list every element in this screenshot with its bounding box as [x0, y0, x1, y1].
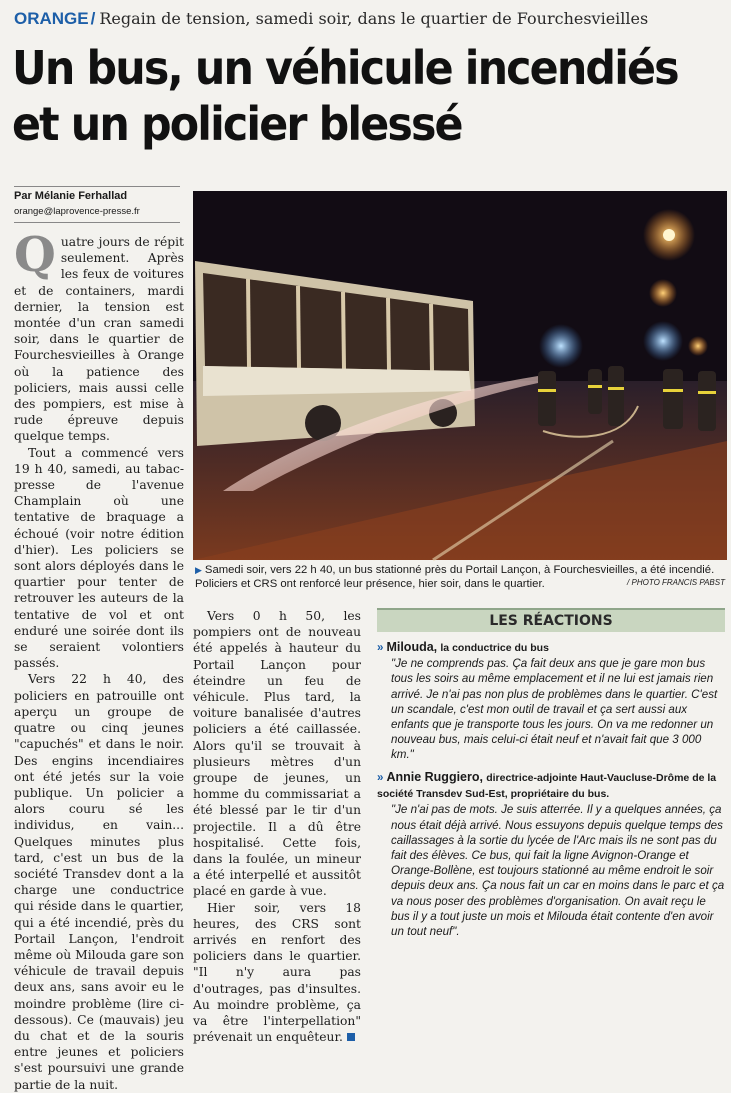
- article-paragraph-2: Tout a commencé vers 19 h 40, samedi, au tabac-presse de l'avenue Champlain où une tentative de braquage a échoué (voir notre édition d'hier). Les policiers se sont alors déployés dans le quartier pour tenter de retrouver les auteurs de la tentative de vol et ont enduré une soirée dont ils se seraient volontiers passés.: [14, 445, 184, 671]
- byline-author: Par Mélanie Ferhallad: [14, 190, 128, 202]
- photo-illustration: [193, 191, 727, 560]
- end-of-article-square-icon: [347, 1033, 355, 1041]
- kicker-tag: ORANGE: [14, 9, 89, 28]
- headline-line-2: et un policier blessé: [12, 97, 462, 151]
- kicker: [14, 8, 724, 30]
- reaction-quote: "Je n'ai pas de mots. Je suis atterrée. Il y a quelques années, ça nous était déjà arrivé. Nous essuyons depuis quelque temps des caillassages à la sortie du lycée de l'Arc mais ils ne sont pas du fait des élèves. Ce bus, qui fait la ligne Avignon-Orange et Orange-Bollène, est toujours stationné au même endroit le soir depuis deux ans. Ça nous fait un car en moins dans le parc et ça va nous poser des problèmes d'organisation. On avait reçu le bus il y a tout juste un mois et Milouda était contente d'en avoir un tout neuf".: [391, 803, 725, 939]
- article-column-1: [14, 227, 184, 1092]
- reaction-item-milouda: [377, 640, 727, 763]
- reaction-item-annie-ruggiero: [377, 770, 727, 939]
- byline-email: orange@laprovence-presse.fr: [14, 206, 140, 217]
- double-chevron-icon: »: [377, 641, 384, 654]
- reaction-name: Annie Ruggiero,: [386, 770, 483, 784]
- headline: [12, 40, 677, 152]
- byline-rule-top: [14, 186, 180, 187]
- kicker-text: Regain de tension, samedi soir, dans le quartier de Fourchesvieilles: [99, 9, 649, 28]
- reaction-role: directrice-adjointe Haut-Vaucluse-Drôme de la société Transdev Sud-Est, propriétaire du bus.: [377, 772, 717, 801]
- drop-cap: Q: [14, 227, 56, 283]
- article-column-2: [193, 608, 361, 1045]
- article-paragraph-1: Quatre jours de répit seulement. Après les feux de voitures et de containers, mardi dernier, la tension est montée d'un cran samedi soir, dans le quartier de Fourchesvieilles à Orange où la patience des policiers, mais aussi celle des pompiers, est mise à rude épreuve depuis quelque temps.: [14, 227, 184, 444]
- reaction-role: la conductrice du bus: [440, 642, 549, 654]
- article-paragraph-4: Vers 0 h 50, les pompiers ont de nouveau été appelés à hauteur du Portail Lançon pour éteindre un feu de véhicule. Plus tard, la voiture banalisée d'autres policiers a été caillassée. Alors qu'il se trouvait à plusieurs mètres d'un groupe de jeunes, un homme du commissariat a été blessé par le tir d'un projectile. Il a dû être hospitalisé. Cette fois, dans la foulée, un mineur a été interpellé et aussitôt placé en garde à vue.: [193, 609, 361, 899]
- headline-line-1: Un bus, un véhicule incendiés: [12, 41, 678, 95]
- photo-credit: / PHOTO FRANCIS PABST: [623, 578, 725, 587]
- reaction-quote: "Je ne comprends pas. Ça fait deux ans que je gare mon bus tous les soirs au même emplacement et il ne lui est jamais rien arrivé. Je n'ai pas non plus de problèmes dans le quartier. C'est un scandale, c'est mon outil de travail et ça sert aussi aux enfants que je transporte tous les jours. On va me redonner un nouveau bus, mais celui-ci était neuf et n'avait fait que 3 000 km.": [391, 657, 718, 762]
- article-paragraph-3: Vers 22 h 40, des policiers en patrouille ont aperçu un groupe de quatre ou cinq jeunes "capuchés" et dans le noir. Des engins incendiaires ont été jetés sur la voie publique. Un policier a alors couru sé les individus, en vain... Quelques minutes plus tard, c'est un bus de la société Transdev dont a la charge une conductrice qui réside dans le quartier, qui a été incendié, près du Portail Lançon, l'endroit même où Milouda gare son véhicule de travail depuis deux ans, sans avoir eu le moindre problème (lire ci-dessous). Ce (mauvais) jeu du chat et de la souris entre jeunes et policiers s'est poursuivi une grande partie de la nuit.: [14, 672, 184, 1092]
- reactions-header: LES RÉACTIONS: [377, 608, 725, 632]
- news-photo-burned-bus: [193, 191, 727, 560]
- reaction-name: Milouda,: [386, 640, 438, 654]
- byline-rule-bottom: [14, 222, 180, 223]
- article-paragraph-5: Hier soir, vers 18 heures, des CRS sont arrivés en renfort des policiers dans le quartier. "Il n'y aura pas d'outrages, pas d'insultes. Au moindre problème, ça va être l'interpellation" prévenait un enquêteur.: [193, 900, 361, 1045]
- kicker-separator: /: [90, 9, 96, 28]
- photo-caption: ▶ Samedi soir, vers 22 h 40, un bus stationné près du Portail Lançon, à Fourchesvieilles, a été incendié. Policiers et CRS ont renforcé leur présence, hier soir, dans le quartier.: [195, 564, 715, 590]
- caption-triangle-icon: ▶: [195, 565, 202, 575]
- double-chevron-icon: »: [377, 771, 384, 784]
